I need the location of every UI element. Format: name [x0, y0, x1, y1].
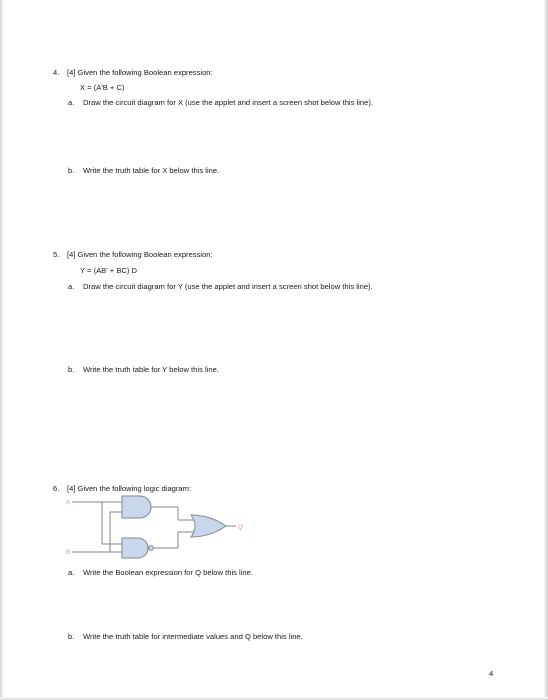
page-number: 4 [489, 669, 494, 678]
q5-number: 5. [53, 250, 60, 259]
output-q-label: Q [238, 525, 243, 531]
q4-number: 4. [53, 68, 60, 77]
q6-part-b-label: b. [68, 632, 75, 641]
or-gate [191, 515, 226, 537]
nand-gate [122, 538, 148, 558]
q6-number: 6. [53, 484, 60, 493]
nand-bubble [149, 546, 154, 551]
q4-header: [4] Given the following Boolean expression: [67, 68, 213, 77]
q4-part-b-label: b. [68, 166, 75, 175]
q6-part-a-label: a. [68, 568, 75, 577]
q5-part-a-label: a. [68, 282, 75, 291]
q5-part-a-text: Draw the circuit diagram for Y (use the applet and insert a screen shot below this line). [83, 282, 373, 291]
and-gate [122, 496, 151, 518]
q5-part-b-text: Write the truth table for Y below this line. [83, 365, 219, 374]
q5-expression: Y = (AB' + BC) D [80, 266, 138, 275]
q4-part-a-text: Draw the circuit diagram for X (use the applet and insert a screen shot below this line). [83, 98, 373, 107]
input-a-label: A [66, 500, 71, 506]
input-b-label: B [66, 550, 71, 556]
page-edge-right [544, 0, 548, 700]
q4-part-b-text: Write the truth table for X below this line. [83, 166, 220, 175]
q4-part-a-label: a. [68, 98, 75, 107]
q6-header: [4] Given the following logic diagram: [67, 484, 192, 493]
page-edge-left [0, 0, 3, 700]
q5-part-b-label: b. [68, 365, 75, 374]
q6-part-a-text: Write the Boolean expression for Q below this line. [83, 568, 253, 577]
logic-diagram [60, 492, 250, 567]
q4-expression: X = (A'B + C) [80, 83, 125, 92]
q6-part-b-text: Write the truth table for intermediate values and Q below this line. [83, 632, 303, 641]
q5-header: [4] Given the following Boolean expression: [67, 250, 213, 259]
